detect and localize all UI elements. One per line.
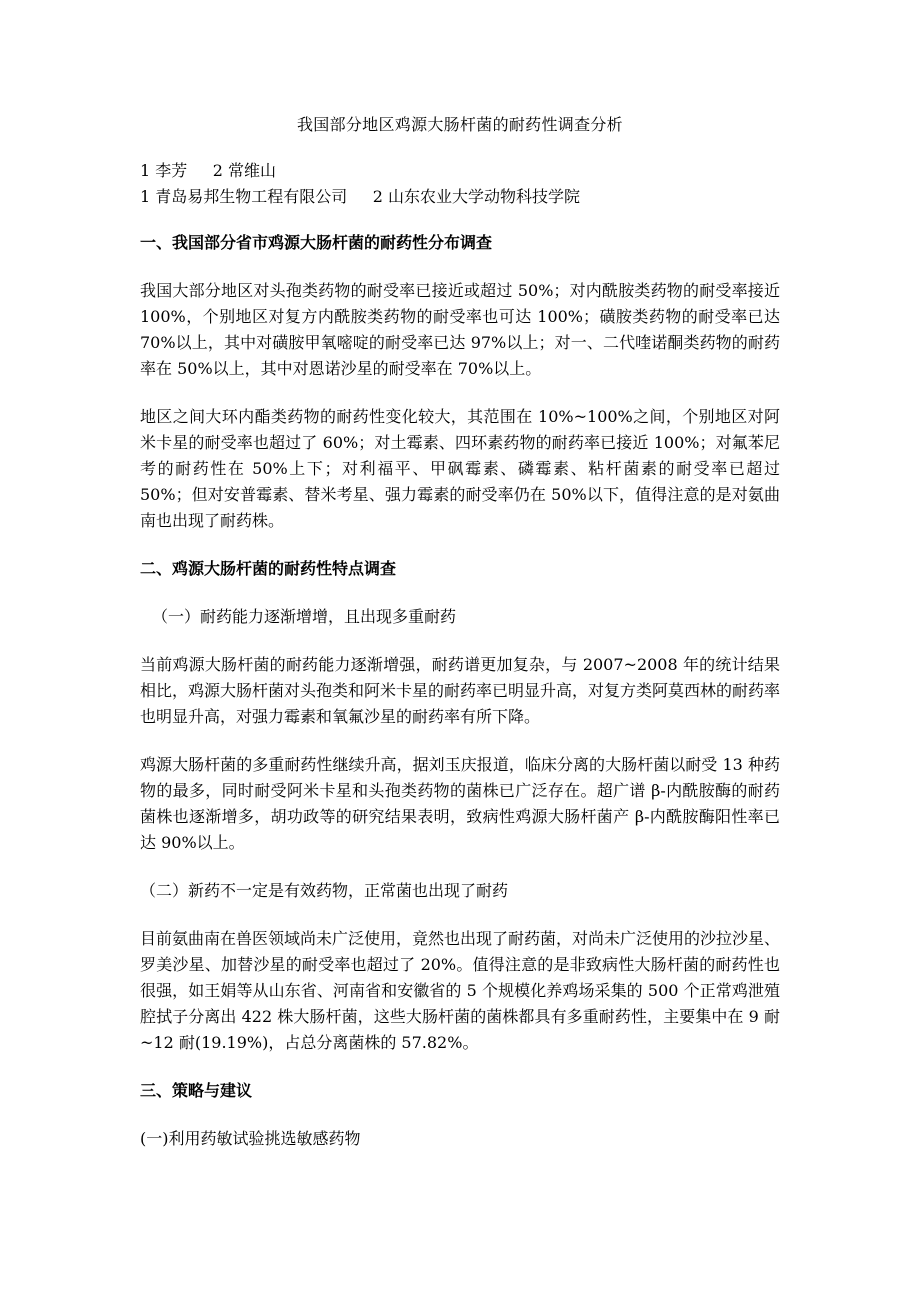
- spacer: [140, 1104, 780, 1126]
- spacer: [140, 382, 780, 404]
- spacer: [140, 904, 780, 926]
- section-2-subheading-2: （二）新药不一定是有效药物，正常菌也出现了耐药: [140, 881, 509, 900]
- section-2-subheading-1: （一）耐药能力逐渐增增，且出现多重耐药: [152, 607, 457, 626]
- document-body: [140, 112, 780, 1152]
- spacer: [140, 630, 780, 652]
- section-2-paragraph-2: 鸡源大肠杆菌的多重耐药性继续升高，据刘玉庆报道，临床分离的大肠杆菌以耐受 13 种药物的最多，同时耐受阿米卡星和头孢类药物的菌株已广泛存在。超广谱 β-内酰胺酶的耐药菌株也逐渐增多，胡功政等的研究结果表明，致病性鸡源大肠杆菌产 β-内酰胺酶阳性率已达 90%以上。: [140, 755, 780, 852]
- section-1-paragraph-1: 我国大部分地区对头孢类药物的耐受率已接近或超过 50%；对内酰胺类药物的耐受率接近 100%，个别地区对复方内酰胺类药物的耐受率也可达 100%；磺胺类药物的耐受率已达 70%以上，其中对磺胺甲氧嘧啶的耐受率已达 97%以上；对一、二代喹诺酮类药物的耐药率在 50%以上，其中对恩诺沙星的耐受率在 70%以上。: [140, 281, 780, 378]
- section-1-paragraph-2: 地区之间大环内酯类药物的耐药性变化较大，其范围在 10%~100%之间，个别地区对阿米卡星的耐受率也超过了 60%；对土霉素、四环素药物的耐药率已接近 100%；对氟苯尼考的耐药性在 50%上下；对利福平、甲砜霉素、磷霉素、粘杆菌素的耐受率已超过 50%；但对安普霉素、替米考星、强力霉素的耐受率仍在 50%以下，值得注意的是对氨曲南也出现了耐药株。: [140, 407, 780, 530]
- section-2-paragraph-1: 当前鸡源大肠杆菌的耐药能力逐渐增强，耐药谱更加复杂，与 2007~2008 年的统计结果相比，鸡源大肠杆菌对头孢类和阿米卡星的耐药率已明显升高，对复方类阿莫西林的耐药率也明显升高，对强力霉素和氧氟沙星的耐药率有所下降。: [140, 655, 781, 726]
- spacer: [140, 856, 780, 878]
- spacer: [140, 1056, 780, 1078]
- spacer: [140, 582, 780, 604]
- spacer: [140, 730, 780, 752]
- author-names: 1 李芳 2 常维山: [140, 161, 276, 180]
- author-affiliations: 1 青岛易邦生物工程有限公司 2 山东农业大学动物科技学院: [140, 187, 580, 206]
- spacer: [140, 534, 780, 556]
- section-2-paragraph-3: 目前氨曲南在兽医领域尚未广泛使用，竟然也出现了耐药菌，对尚未广泛使用的沙拉沙星、罗美沙星、加替沙星的耐受率也超过了 20%。值得注意的是非致病性大肠杆菌的耐药性也很强，如王娟等从山东省、河南省和安徽省的 5 个规模化养鸡场采集的 500 个正常鸡泄殖腔拭子分离出 422 株大肠杆菌，这些大肠杆菌的菌株都具有多重耐药性，主要集中在 9 耐~12 耐(19.19%)，占总分离菌株的 57.82%。: [140, 929, 781, 1052]
- spacer: [140, 210, 780, 230]
- section-2-heading: 二、鸡源大肠杆菌的耐药性特点调查: [140, 559, 397, 578]
- spacer: [140, 256, 780, 278]
- document-title: 我国部分地区鸡源大肠杆菌的耐药性调查分析: [296, 115, 623, 134]
- section-1-heading: 一、我国部分省市鸡源大肠杆菌的耐药性分布调查: [140, 233, 493, 252]
- section-3-subheading-1: (一)利用药敏试验挑选敏感药物: [140, 1129, 361, 1148]
- section-3-heading: 三、策略与建议: [140, 1081, 253, 1100]
